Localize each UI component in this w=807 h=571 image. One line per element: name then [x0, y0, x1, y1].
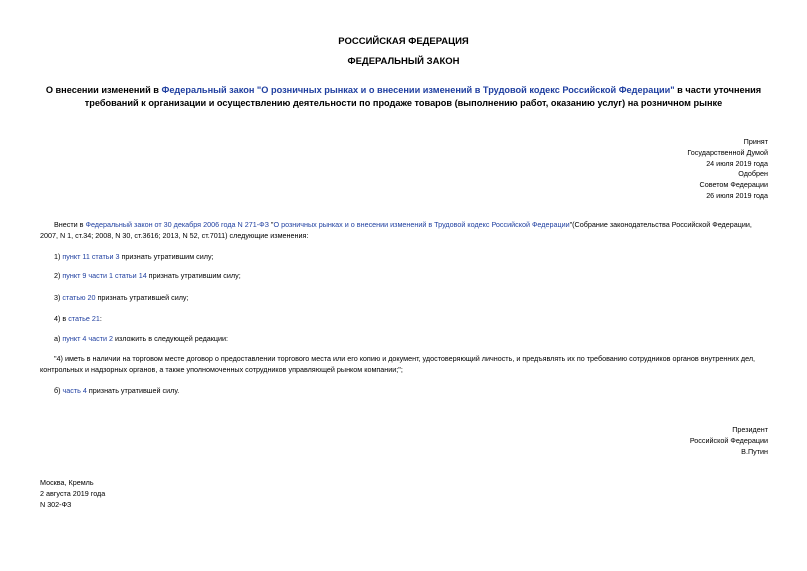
footer-date: 2 августа 2019 года: [40, 489, 106, 498]
item-1-post: признать утратившим силу;: [119, 252, 214, 261]
item-2-link-punkt[interactable]: пункт 9: [62, 271, 87, 280]
item-4b-pre: б): [54, 386, 63, 395]
footer-place: Москва, Кремль: [40, 478, 94, 487]
footer-block: [40, 477, 105, 510]
adoption-line-2: Государственной Думой: [687, 147, 768, 157]
intro-law-link[interactable]: Федеральный закон от 30 декабря 2006 года N 271-ФЗ: [85, 220, 269, 229]
item-3-link-statya[interactable]: статью 20: [62, 293, 96, 302]
signature-line-1: Президент: [732, 425, 768, 434]
country-heading: РОССИЙСКАЯ ФЕДЕРАЦИЯ: [338, 36, 469, 47]
item-4a-link-chast[interactable]: части 2: [88, 334, 113, 343]
item-2-pre: 2): [54, 271, 63, 280]
title-post: в части уточнения требований к организации и осуществлению деятельности по продаже товаров (выполнению работ, оказанию услуг) на розничном рынке: [84, 85, 762, 108]
item-2: [40, 270, 768, 281]
adoption-line-4: Одобрен: [738, 169, 768, 179]
intro-mid: ": [268, 220, 274, 229]
item-1-link-statya[interactable]: статьи 3: [91, 252, 120, 261]
intro-law-title-link[interactable]: О розничных рынках и о внесении изменений в Трудовой кодекс Российской Федерации: [273, 220, 570, 229]
item-1-link-punkt[interactable]: пункт 11: [62, 252, 90, 261]
item-1: [40, 251, 768, 262]
item-4b-post: признать утратившей силу.: [86, 386, 180, 395]
intro-paragraph: [40, 219, 768, 241]
intro-pre: Внести в: [54, 220, 86, 229]
title-law-link[interactable]: Федеральный закон "О розничных рынках и о внесении изменений в Трудовой кодекс Российской Федерации": [161, 85, 675, 95]
item-4a: [40, 333, 768, 344]
adoption-line-6: 26 июля 2019 года: [706, 190, 768, 200]
item-4a-pre: а): [54, 334, 63, 343]
adoption-block: [548, 137, 768, 202]
adoption-line-3: 24 июля 2019 года: [706, 158, 768, 168]
footer-number: N 302-ФЗ: [40, 500, 72, 509]
intro-post: "(Собрание законодательства Российской Федерации, 2007, N 1, ст.34; 2008, N 30, ст.3616; 2013, N 52, ст.7011) следующие изменения:: [40, 220, 752, 240]
adoption-line-1: Принят: [743, 137, 768, 146]
signature-block: [548, 425, 768, 457]
item-1-pre: 1): [54, 252, 63, 261]
item-3-pre: 3): [54, 293, 63, 302]
item-4a-link-punkt[interactable]: пункт 4: [62, 334, 87, 343]
item-4: [40, 313, 768, 324]
quote-paragraph: "4) иметь в наличии на торговом месте договор о предоставлении торгового места или его копию и документ, удостоверяющий личность, и предъявлять их по требованию сотрудников органов внутренних дел, контрольных и надзорных органов, а также уполномоченных сотрудников управляющей рынком компании;";: [40, 354, 756, 374]
item-4-link-statya[interactable]: статье 21: [68, 314, 100, 323]
title-pre: О внесении изменений в: [45, 85, 162, 95]
item-2-link-statya[interactable]: статьи 14: [115, 271, 147, 280]
item-2-post: признать утратившим силу;: [146, 271, 241, 280]
item-4b-link-chast[interactable]: часть 4: [62, 386, 87, 395]
adoption-line-5: Советом Федерации: [699, 180, 768, 190]
item-4b: [40, 385, 768, 396]
item-4-post: :: [99, 314, 102, 323]
doc-type-heading: ФЕДЕРАЛЬНЫЙ ЗАКОН: [347, 56, 460, 67]
item-3-post: признать утратившей силу;: [95, 293, 189, 302]
item-4a-post: изложить в следующей редакции:: [113, 334, 229, 343]
signature-line-2: Российской Федерации: [689, 435, 768, 445]
signature-line-3: В.Путин: [741, 446, 768, 456]
item-2-link-chast[interactable]: части 1: [88, 271, 113, 280]
item-4-pre: 4) в: [54, 314, 69, 323]
law-title: [44, 84, 763, 110]
item-3: [40, 292, 768, 303]
